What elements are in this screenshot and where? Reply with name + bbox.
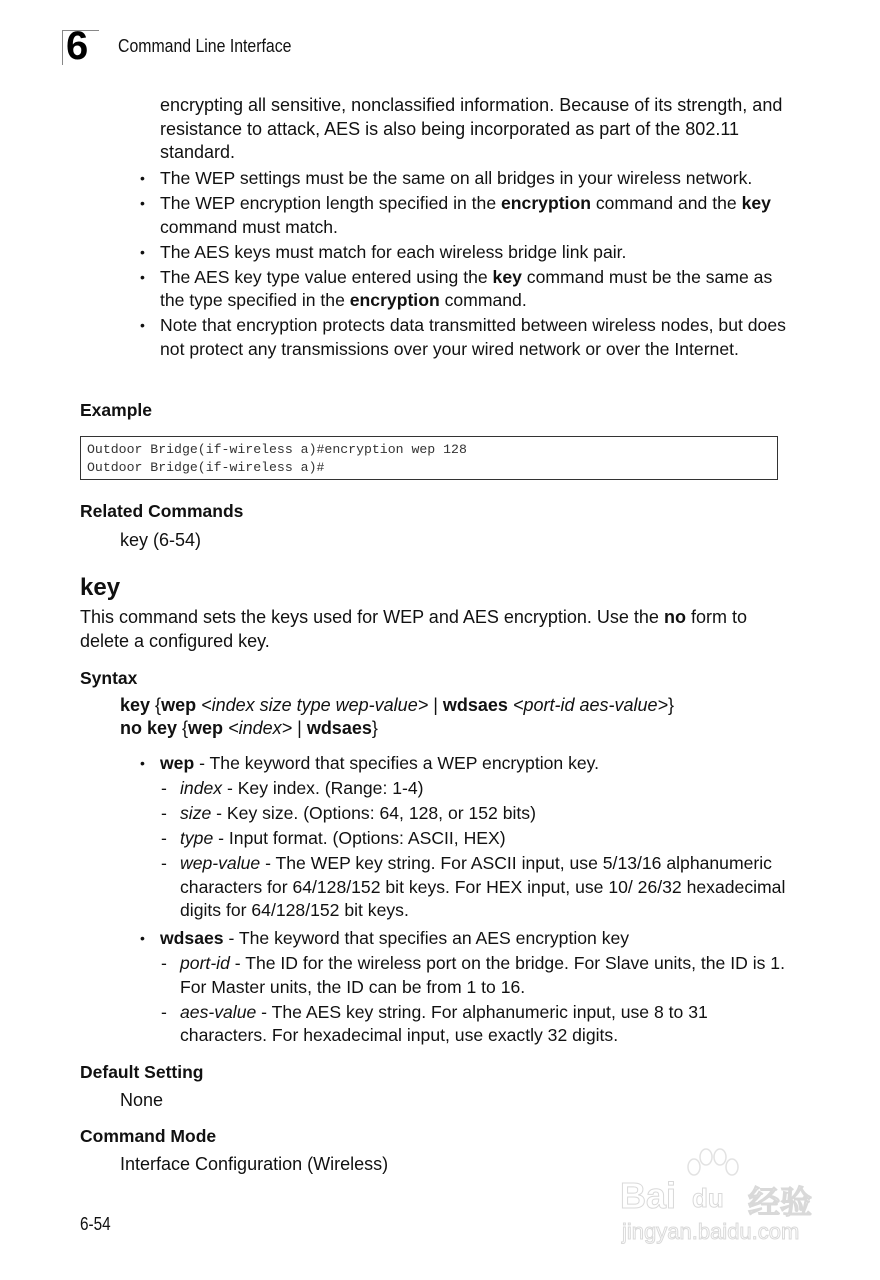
syntax-brace: {: [150, 695, 162, 715]
subparameter-desc: - Key index. (Range: 1-4): [222, 778, 424, 798]
subparameter-item: [160, 852, 790, 923]
notes-list: [138, 167, 798, 363]
subparameter-desc: - The ID for the wireless port on the bridge. For Slave units, the ID is 1. For Master units, the ID can be from 1 to 16.: [180, 953, 785, 997]
command-ref: key: [741, 193, 771, 213]
note-item: [138, 192, 798, 239]
keyword-no: no: [663, 607, 686, 627]
syntax-keyword: wdsaes: [306, 718, 372, 738]
syntax-brace: }: [371, 718, 378, 738]
example-code-block: [80, 436, 778, 480]
note-text: command must be the same as the type specified in the: [160, 266, 773, 310]
syntax-args: <index>: [223, 718, 293, 738]
description-text: form to delete a configured key.: [80, 607, 747, 651]
command-description: [80, 606, 790, 653]
note-item: [138, 167, 798, 191]
note-text: Note that encryption protects data transmitted between wireless nodes, but does not protect any transmissions over your wired network or over the Internet.: [160, 315, 786, 359]
command-mode-value: Interface Configuration (Wireless): [120, 1154, 389, 1174]
note-text: The WEP settings must be the same on all bridges in your wireless network.: [160, 168, 753, 188]
syntax-pipe: |: [292, 718, 307, 738]
parameter-keyword: wep: [160, 753, 195, 773]
code-line: Outdoor Bridge(if-wireless a)#encryption wep 128: [87, 442, 467, 457]
related-command-link[interactable]: key (6-54): [120, 530, 202, 550]
command-mode-heading: Command Mode: [80, 1126, 217, 1146]
note-text: command and the: [590, 193, 742, 213]
syntax-pipe: |: [428, 695, 443, 715]
syntax-args: <port-id aes-value>: [507, 695, 669, 715]
description-text: This command sets the keys used for WEP and AES encryption. Use the: [80, 607, 664, 627]
page-number: 6-54: [80, 1214, 111, 1234]
command-ref: key: [492, 266, 522, 287]
subparameter-item: [160, 1001, 790, 1048]
syntax-keyword: wep: [161, 695, 197, 715]
note-item: [138, 266, 798, 313]
parameter-list-wdsaes: [138, 927, 798, 952]
parameter-item-wep: [138, 752, 798, 776]
subparameter-desc: - Key size. (Options: 64, 128, or 152 bits): [211, 803, 536, 823]
parameter-list-wep: [138, 752, 798, 777]
syntax-keyword: wep: [188, 718, 224, 738]
note-text: command.: [439, 290, 527, 310]
syntax-brace: }: [668, 695, 675, 715]
syntax-line-no-key: [120, 717, 378, 741]
example-heading: Example: [80, 400, 152, 420]
subparameter-item: [160, 952, 790, 999]
subparameter-desc: - The AES key string. For alphanumeric input, use 8 to 31 characters. For hexadecimal input, use exactly 32 digits.: [180, 1001, 708, 1045]
subparameter-name: port-id: [180, 953, 230, 973]
subparameter-name: type: [180, 828, 214, 848]
default-setting-value: None: [120, 1090, 164, 1110]
parameter-desc: - The keyword that specifies a WEP encryption key.: [194, 753, 600, 773]
subparameter-item: [160, 827, 790, 851]
syntax-keyword: no key: [120, 718, 178, 738]
wdsaes-subparameters: [160, 952, 790, 1049]
baidu-watermark: [620, 1145, 830, 1245]
note-item: [138, 314, 798, 361]
subparameter-name: index: [180, 778, 223, 798]
subparameter-item: [160, 777, 790, 801]
parameter-desc: - The keyword that specifies an AES encryption key: [223, 928, 630, 948]
wep-subparameters: [160, 777, 790, 924]
subparameter-item: [160, 802, 790, 826]
watermark-brand: Bai: [620, 1175, 677, 1216]
default-setting-heading: Default Setting: [80, 1062, 204, 1082]
parameter-keyword: wdsaes: [160, 928, 224, 948]
syntax-line-key: [120, 694, 674, 718]
related-commands-heading: Related Commands: [80, 501, 244, 521]
subparameter-name: size: [180, 803, 212, 823]
subparameter-name: aes-value: [180, 1001, 257, 1022]
syntax-keyword: key: [120, 695, 151, 715]
note-text: command must match.: [160, 216, 338, 237]
syntax-keyword: wdsaes: [442, 695, 508, 715]
subparameter-name: wep-value: [180, 853, 261, 873]
note-item: [138, 241, 798, 265]
watermark-brand-paw: du: [692, 1183, 724, 1213]
note-text: The WEP encryption length specified in the: [160, 193, 501, 213]
note-text: The AES keys must match for each wireless bridge link pair.: [160, 241, 627, 262]
subparameter-desc: - Input format. (Options: ASCII, HEX): [213, 828, 506, 848]
parameter-item-wdsaes: [138, 927, 798, 951]
code-line: Outdoor Bridge(if-wireless a)#: [87, 460, 325, 475]
intro-continuation: encrypting all sensitive, nonclassified information. Because of its strength, and resistance to attack, AES is also being incorporated as part of the 802.11 standard.: [160, 95, 783, 162]
syntax-brace: {: [177, 718, 189, 738]
chapter-title: Command Line Interface: [118, 36, 292, 56]
note-text: The AES key type value entered using the: [160, 266, 493, 287]
command-ref: encryption: [349, 290, 440, 310]
syntax-args: <index size type wep-value>: [196, 695, 429, 715]
chapter-number: 6: [66, 24, 89, 68]
command-title: key: [80, 574, 121, 601]
paw-icon: [680, 1145, 740, 1185]
subparameter-desc: - The WEP key string. For ASCII input, use 5/13/16 alphanumeric characters for 64/128/152 bit keys. For HEX input, use 10/ 26/32 hexadecimal digits for 64/128/152 bit keys.: [180, 853, 786, 920]
command-ref: encryption: [501, 193, 591, 213]
syntax-heading: Syntax: [80, 668, 138, 688]
watermark-brand-cn: 经验: [748, 1183, 813, 1221]
watermark-url: jingyan.baidu.com: [622, 1219, 800, 1244]
